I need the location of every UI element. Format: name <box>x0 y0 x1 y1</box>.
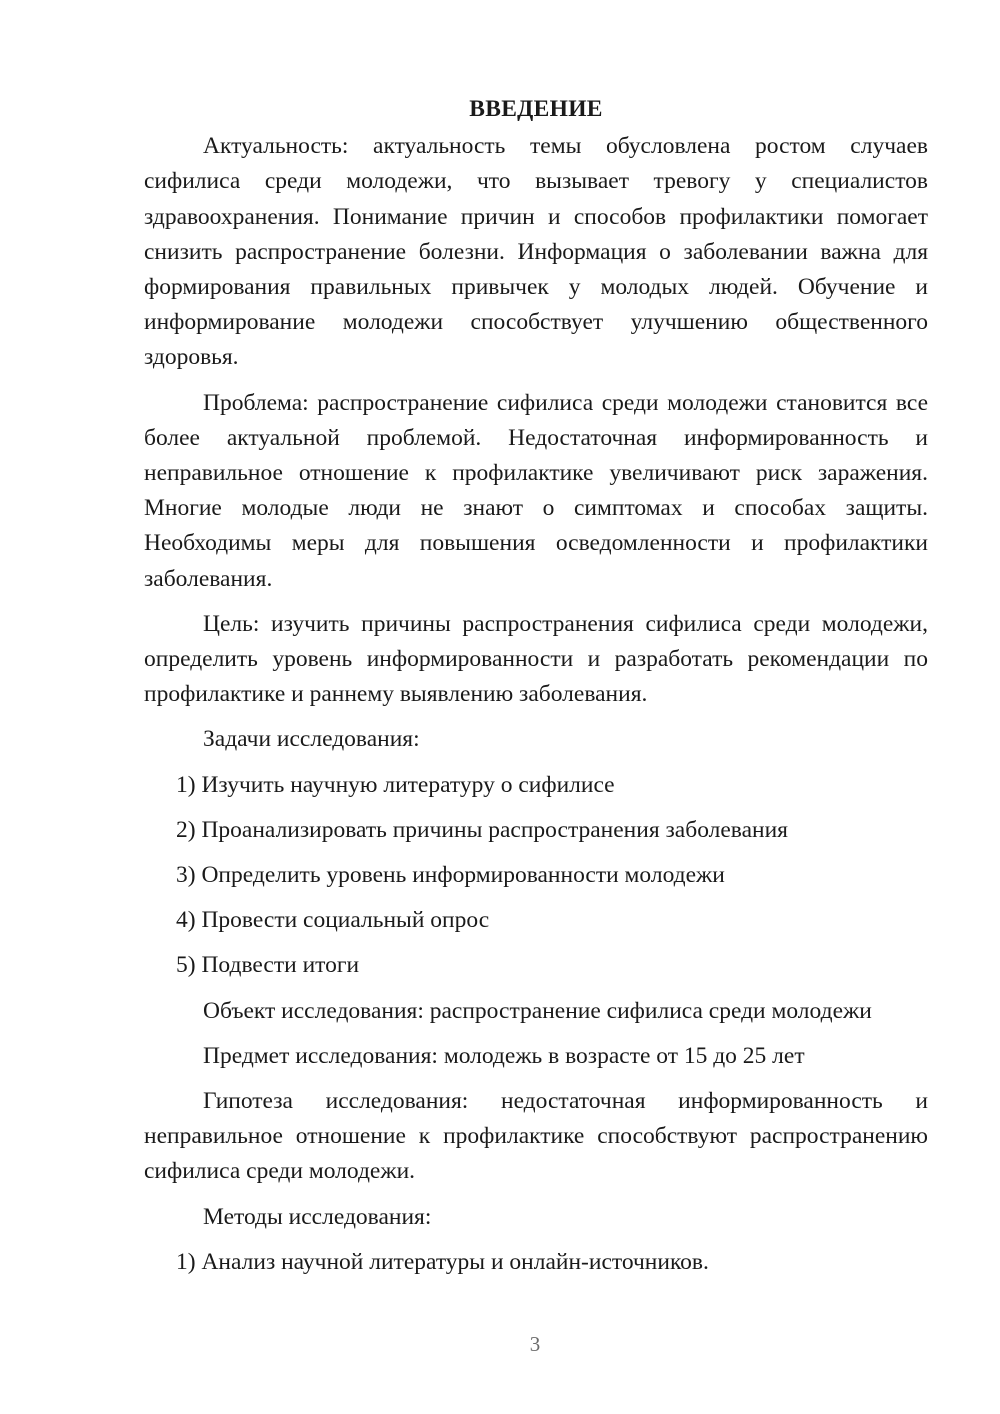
problem-paragraph: Проблема: распространение сифилиса среди молодежи становится все более актуальной проблемой. Недостаточная информированность и неправильное отношение к профилактике увеличивают риск заражения. Многие молодые люди не знают о симптомах и способах защиты. Необходимы меры для повышения осведомленности и профилактики заболевания. <box>144 389 928 592</box>
task-item: 3) Определить уровень информированности молодежи <box>176 862 725 889</box>
task-item: 1) Изучить научную литературу о сифилисе <box>176 771 615 798</box>
subject-line: Предмет исследования: молодежь в возрасте от 15 до 25 лет <box>203 1042 805 1069</box>
page-content <box>144 92 928 1280</box>
relevance-paragraph: Актуальность: актуальность темы обусловлена ростом случаев сифилиса среди молодежи, что вызывает тревогу у специалистов здравоохранения. Понимание причин и способов профилактики помогает снизить распространение болезни. Информация о заболевании важна для формирования правильных привычек у молодых людей. Обучение и информирование молодежи способствует улучшению общественного здоровья. <box>144 133 928 371</box>
goal-paragraph: Цель: изучить причины распространения сифилиса среди молодежи, определить уровень информированности и разработать рекомендации по профилактике и раннему выявлению заболевания. <box>144 610 928 708</box>
methods-title: Методы исследования: <box>203 1203 432 1230</box>
task-item: 4) Провести социальный опрос <box>176 907 490 934</box>
hypothesis-paragraph: Гипотеза исследования: недостаточная информированность и неправильное отношение к профилактике способствуют распространению сифилиса среди молодежи. <box>144 1088 928 1185</box>
page-number: 3 <box>529 1332 541 1356</box>
task-item: 5) Подвести итоги <box>176 952 360 979</box>
tasks-title: Задачи исследования: <box>203 726 420 753</box>
object-line: Объект исследования: распространение сифилиса среди молодежи <box>203 997 872 1024</box>
task-item: 2) Проанализировать причины распространения заболевания <box>176 816 788 843</box>
method-item: 1) Анализ научной литературы и онлайн-источников. <box>176 1248 709 1275</box>
section-heading: ВВЕДЕНИЕ <box>469 96 603 122</box>
